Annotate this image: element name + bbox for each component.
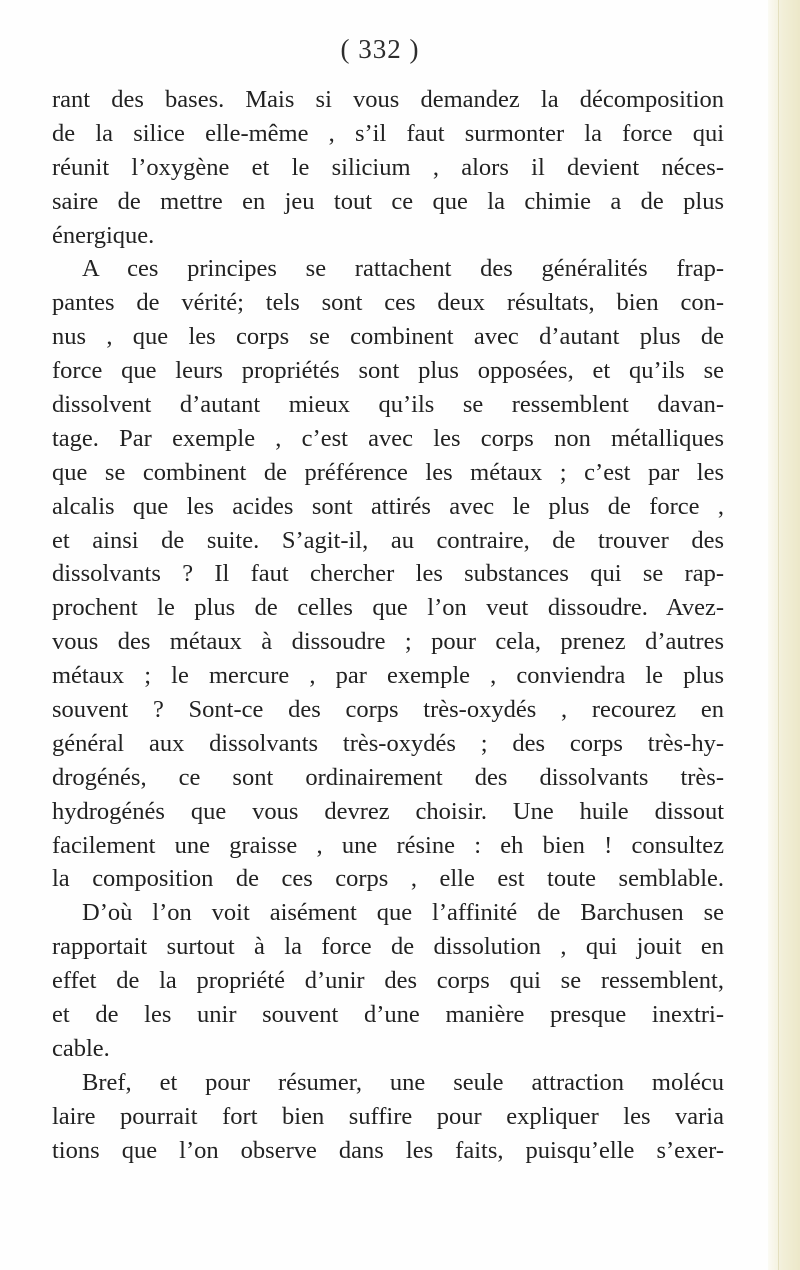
text-line: réunit l’oxygène et le silicium , alors il devient néces- xyxy=(52,153,724,181)
text-line: effet de la propriété d’unir des corps qui se ressemblent, xyxy=(52,967,724,995)
text-line: dissolvants ? Il faut chercher les substances qui se rap- xyxy=(52,560,724,588)
text-line: force que leurs propriétés sont plus opposées, et qu’ils se xyxy=(52,357,724,385)
text-line: pantes de vérité; tels sont ces deux résultats, bien con- xyxy=(52,289,724,317)
text-line: de la silice elle-même , s’il faut surmonter la force qui xyxy=(52,119,724,147)
page-number: ( 332 ) xyxy=(340,34,420,64)
text-line: laire pourrait fort bien suffire pour expliquer les varia xyxy=(52,1102,724,1130)
text-line: tage. Par exemple , c’est avec les corps non métalliques xyxy=(52,424,724,452)
text-line: nus , que les corps se combinent avec d’autant plus de xyxy=(52,323,724,351)
text-line: vous des métaux à dissoudre ; pour cela, prenez d’autres xyxy=(52,628,724,656)
text-line: énergique. xyxy=(52,221,155,249)
body-text xyxy=(52,83,724,1168)
text-line: alcalis que les acides sont attirés avec le plus de force , xyxy=(52,492,724,520)
text-line: saire de mettre en jeu tout ce que la chimie a de plus xyxy=(52,187,724,215)
text-line: rant des bases. Mais si vous demandez la décomposition xyxy=(52,86,724,113)
text-line: D’où l’on voit aisément que l’affinité de Barchusen se xyxy=(82,899,724,927)
text-line: A ces principes se rattachent des généralités frap- xyxy=(82,255,724,283)
text-line: facilement une graisse , une résine : eh bien ! consultez xyxy=(52,831,724,859)
text-line: général aux dissolvants très-oxydés ; des corps très-hy- xyxy=(52,729,724,757)
text-line: prochent le plus de celles que l’on veut dissoudre. Avez- xyxy=(52,594,724,622)
text-line: hydrogénés que vous devrez choisir. Une huile dissout xyxy=(52,797,724,825)
text-line: drogénés, ce sont ordinairement des dissolvants très- xyxy=(52,763,724,791)
text-line: et ainsi de suite. S’agit-il, au contraire, de trouver des xyxy=(52,526,724,554)
text-line: et de les unir souvent d’une manière presque inextri- xyxy=(52,1001,724,1029)
text-line: cable. xyxy=(52,1034,110,1062)
text-line: rapportait surtout à la force de dissolution , qui jouit en xyxy=(52,933,724,961)
text-line: métaux ; le mercure , par exemple , conviendra le plus xyxy=(52,662,724,690)
text-line: la composition de ces corps , elle est toute semblable. xyxy=(52,865,724,893)
page-edge-shadow xyxy=(768,0,800,1270)
text-line: Bref, et pour résumer, une seule attraction molécu xyxy=(82,1068,724,1096)
text-line: que se combinent de préférence les métaux ; c’est par les xyxy=(52,458,724,486)
text-line: tions que l’on observe dans les faits, puisqu’elle s’exer- xyxy=(52,1136,724,1164)
text-line: souvent ? Sont-ce des corps très-oxydés , recourez en xyxy=(52,696,724,724)
text-line: dissolvent d’autant mieux qu’ils se ressemblent davan- xyxy=(52,391,724,419)
page-edge-line xyxy=(778,0,779,1270)
